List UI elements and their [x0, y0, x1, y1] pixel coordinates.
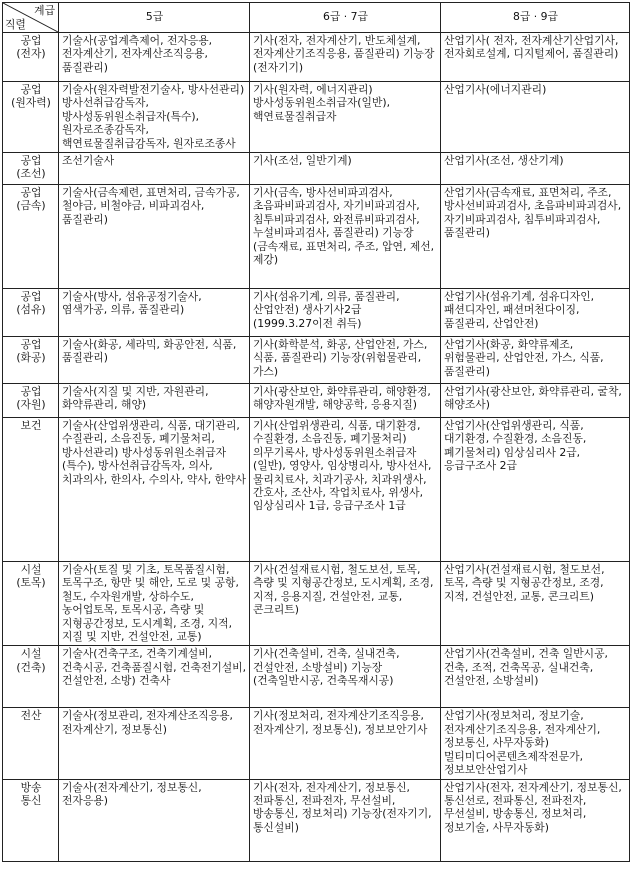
series-label: 시설: [20, 563, 42, 577]
grade-5-cell: 기술사(토질 및 기초, 토목품질시험, 토목구조, 항만 및 해안, 도로 및 공항, 철도, 수자원개발, 상하수도, 농어업토목, 토목시공, 측량 및 지형공간정보, 도시계획, 조경, 지적, 지질 및 지반, 건설안전, 교통): [59, 562, 250, 646]
grade-6-7-cell: 기사(건설재료시험, 철도보선, 토목, 측량 및 지형공간정보, 도시계획, 조경, 지적, 응용지질, 건설안전, 교통, 콘크리트): [250, 562, 441, 646]
series-label: 공업: [20, 154, 42, 168]
grade-6-7-cell: 기사(광산보안, 화약류관리, 해양환경, 해양자원개발, 해양공학, 응용지질): [250, 384, 441, 418]
grade-5-cell: 기술사(정보관리, 전자계산조직응용, 전자계산기, 정보통신): [59, 708, 250, 779]
series-label: 공업: [20, 338, 42, 352]
series-cell: [3, 562, 59, 646]
series-label: 공업: [20, 34, 42, 47]
grade-5-cell: 기술사(방사, 섬유공정기술사, 염색가공, 의류, 품질관리): [59, 289, 250, 337]
series-sublabel: 통신: [20, 793, 42, 807]
grade-6-7-cell: 기사(건축설비, 건축, 실내건축, 건설안전, 소방설비) 기능장(건축일반시공, 건축목재시공): [250, 646, 441, 708]
series-cell: [3, 418, 59, 562]
series-label: 공업: [20, 385, 42, 399]
grade-6-7-cell: 기사(금속, 방사선비파괴검사, 초음파비파괴검사, 자기비파괴검사, 침투비파괴검사, 와전류비파괴검사, 누설비파괴검사, 품질관리) 기능장(금속재료, 표면처리, 주조, 압연, 제선, 제강): [250, 185, 441, 289]
grade-5-cell: 기술사(공업계측제어, 전자응용, 전자계산기, 전자계산조직응용, 품질관리): [59, 33, 250, 82]
series-label: 공업: [20, 290, 42, 304]
series-cell: [3, 708, 59, 779]
series-cell: [3, 289, 59, 337]
grade-8-9-cell: 산업기사( 전자, 전자계산기산업기사, 전자회로설계, 디지털제어, 품질관리): [441, 33, 630, 82]
grade-6-7-cell: 기사(조선, 일반기계): [250, 153, 441, 185]
grade-8-9-cell: 산업기사(건설재료시험, 철도보선, 토목, 측량 및 지형공간정보, 조경, 지적, 건설안전, 교통, 콘크리트): [441, 562, 630, 646]
table-row: [3, 562, 630, 646]
header-grade-5: 5급: [59, 3, 250, 33]
header-row: [3, 3, 630, 33]
grade-6-7-cell: 기사(화학분석, 화공, 산업안전, 가스, 식품, 품질관리) 기능장(위험물관리, 가스): [250, 337, 441, 384]
grade-5-cell: 조선기술사: [59, 153, 250, 185]
series-sublabel: (섬유): [16, 303, 46, 317]
grade-8-9-cell: 산업기사(섬유기계, 섬유디자인, 패션디자인, 패션머천다이징, 품질관리, 산업안전): [441, 289, 630, 337]
table-row: [3, 33, 630, 82]
corner-grade-label: 계급: [34, 4, 55, 17]
grade-8-9-cell: 산업기사(에너지관리): [441, 82, 630, 153]
series-label: 공업: [20, 83, 42, 96]
series-sublabel: (원자력): [11, 96, 51, 110]
table-row: [3, 337, 630, 384]
grade-5-cell: 기술사(지질 및 지반, 자원관리, 화약류관리, 해양): [59, 384, 250, 418]
table-row: [3, 779, 630, 861]
series-sublabel: (건축): [16, 660, 46, 674]
table-row: [3, 82, 630, 153]
table-row: [3, 708, 630, 779]
header-grade-8-9: 8급 · 9급: [441, 3, 630, 33]
grade-5-cell: 기술사(전자계산기, 정보통신, 전자응용): [59, 779, 250, 861]
grade-5-cell: 기술사(건축구조, 건축기계설비, 건축시공, 건축품질시험, 건축전기설비, 건설안전, 소방) 건축사: [59, 646, 250, 708]
grade-5-cell: 기술사(산업위생관리, 식품, 대기관리, 수질관리, 소음진동, 폐기물처리, 방사선관리) 방사성동위원소취급자(특수), 방사선취급감독자, 의사, 치과의사, 한의사, 수의사, 약사, 한약사: [59, 418, 250, 562]
grade-6-7-cell: 기사(원자력, 에너지관리) 방사성동위원소취급자(일반), 핵연료물질취급자: [250, 82, 441, 153]
series-cell: [3, 185, 59, 289]
series-label: 방송: [20, 780, 42, 794]
grade-8-9-cell: 산업기사(조선, 생산기계): [441, 153, 630, 185]
qualification-table: [2, 2, 630, 862]
corner-series-label: 직렬: [5, 17, 26, 31]
series-label: 보건: [20, 419, 42, 433]
corner-header-cell: [3, 3, 59, 33]
series-sublabel: (화공): [16, 351, 46, 365]
grade-6-7-cell: 기사(전자, 전자계산기, 반도체설계, 전자계산기조직응용, 품질관리) 기능장(전자기기): [250, 33, 441, 82]
grade-6-7-cell: 기사(섬유기계, 의류, 품질관리, 산업안전) 생사기사2급(1999.3.27이전 취득): [250, 289, 441, 337]
series-cell: [3, 779, 59, 861]
grade-5-cell: 기술사(원자력발전기술사, 방사선관리) 방사선취급감독자, 방사성동위원소취급자(특수), 원자로조종감독자, 핵연료물질취급감독자, 원자로조종사: [59, 82, 250, 153]
grade-8-9-cell: 산업기사(정보처리, 정보기술, 전자계산기조직응용, 전자계산기, 정보통신, 사무자동화) 멀티미디어콘텐츠제작전문가, 정보보안산업기사: [441, 708, 630, 779]
grade-6-7-cell: 기사(전자, 전자계산기, 정보통신, 전파통신, 전파전자, 무선설비, 방송통신, 정보처리) 기능장(전자기기, 통신설비): [250, 779, 441, 861]
grade-8-9-cell: 산업기사(화공, 화약류제조, 위험물관리, 산업안전, 가스, 식품, 품질관리): [441, 337, 630, 384]
series-cell: [3, 82, 59, 153]
series-sublabel: (자원): [16, 398, 46, 412]
series-sublabel: (금속): [16, 199, 46, 213]
grade-5-cell: 기술사(금속제련, 표면처리, 금속가공, 철야금, 비철야금, 비파괴검사, 품질관리): [59, 185, 250, 289]
series-cell: [3, 33, 59, 82]
table-row: [3, 418, 630, 562]
table-row: [3, 185, 630, 289]
grade-8-9-cell: 산업기사(전자, 전자계산기, 정보통신, 통신선로, 전파통신, 전파전자, 무선설비, 방송통신, 정보처리, 정보기술, 사무자동화): [441, 779, 630, 861]
series-cell: [3, 646, 59, 708]
series-sublabel: (조선): [16, 167, 46, 181]
header-grade-6-7: 6급 · 7급: [250, 3, 441, 33]
series-cell: [3, 384, 59, 418]
grade-5-cell: 기술사(화공, 세라믹, 화공안전, 식품, 품질관리): [59, 337, 250, 384]
series-label: 전산: [20, 709, 42, 723]
table-row: [3, 153, 630, 185]
table-row: [3, 384, 630, 418]
grade-6-7-cell: 기사(정보처리, 전자계산기조직응용, 전자계산기, 정보통신), 정보보안기사: [250, 708, 441, 779]
grade-8-9-cell: 산업기사(산업위생관리, 식품, 대기환경, 수질환경, 소음진동, 폐기물처리) 임상심리사 2급, 응급구조사 2급: [441, 418, 630, 562]
series-sublabel: (토목): [16, 576, 46, 590]
grade-6-7-cell: 기사(산업위생관리, 식품, 대기환경, 수질환경, 소음진동, 폐기물처리) 의무기록사, 방사성동위원소취급자(일반), 영양사, 임상병리사, 방사선사, 물리치료사, 치과기공사, 치과위생사, 간호사, 조산사, 작업치료사, 위생사, 임상심리사 1급, 응급구조사 1급: [250, 418, 441, 562]
series-sublabel: (전자): [16, 47, 46, 61]
series-cell: [3, 337, 59, 384]
grade-8-9-cell: 산업기사(금속재료, 표면처리, 주조, 방사선비파괴검사, 초음파비파괴검사, 자기비파괴검사, 침투비파괴검사, 품질관리): [441, 185, 630, 289]
grade-8-9-cell: 산업기사(광산보안, 화약류관리, 굴착, 해양조사): [441, 384, 630, 418]
series-label: 시설: [20, 647, 42, 661]
table-row: [3, 289, 630, 337]
grade-8-9-cell: 산업기사(건축설비, 건축 일반시공, 건축, 조적, 건축목공, 실내건축, 건설안전, 소방설비): [441, 646, 630, 708]
series-label: 공업: [20, 186, 42, 200]
table-row: [3, 646, 630, 708]
series-cell: [3, 153, 59, 185]
